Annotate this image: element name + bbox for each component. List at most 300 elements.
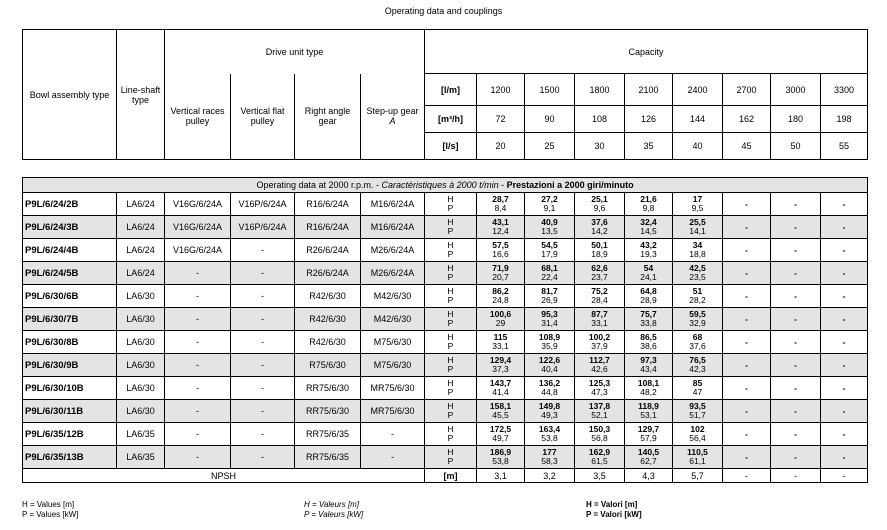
table-row [23,400,868,423]
head-value: - [842,198,846,209]
right-angle-gear: R75/6/30 [295,354,361,377]
lineshaft-type: LA6/30 [117,285,165,308]
legend-fr [304,500,363,520]
head-value: 93,5 [689,401,706,411]
capacity-cell [771,285,821,308]
ls-value: 25 [525,133,575,160]
capacity-cell [723,239,771,262]
right-angle-header: Right angle gear [295,74,361,160]
capacity-cell [477,193,525,216]
vertical-races: - [165,285,231,308]
power-value: 53,1 [640,410,657,420]
power-value: 31,4 [541,318,558,328]
head-value: - [794,451,797,462]
power-value: 47,3 [591,387,608,397]
power-value: 26,9 [541,295,558,305]
capacity-cell [477,377,525,400]
table-row [23,377,868,400]
head-value: 100,6 [489,309,512,319]
hp-label [425,400,477,423]
head-value: 95,3 [541,309,558,319]
lm-value: 1500 [525,74,575,106]
power-value: 9,5 [691,203,704,213]
npsh-value: 3,2 [525,469,575,483]
head-value: 75,2 [591,286,608,296]
table-row [23,331,868,354]
npsh-value: 5,7 [673,469,723,483]
head-value: - [842,221,846,232]
head-value: 21,6 [640,194,657,204]
head-value: 75,7 [640,309,657,319]
vertical-flat: - [231,400,295,423]
capacity-cell [525,308,575,331]
vertical-flat: - [231,308,295,331]
head-value: 51 [692,286,703,296]
head-value: - [842,428,846,439]
head-value: - [794,428,797,439]
power-value: 58,3 [541,456,558,466]
hp-label [425,239,477,262]
capacity-cell [771,239,821,262]
legend-h: H = Values [m] [22,500,75,509]
capacity-cell [723,193,771,216]
capacity-cell [723,377,771,400]
capacity-cell [821,216,868,239]
head-value: - [794,336,797,347]
bowl-type: P9L/6/35/13B [23,446,117,469]
vertical-flat: - [231,354,295,377]
power-value: 62,7 [640,456,657,466]
capacity-cell [723,262,771,285]
head-value: - [842,267,846,278]
vertical-races: V16G/6/24A [165,239,231,262]
capacity-cell [477,400,525,423]
power-value: 9,6 [593,203,606,213]
capacity-cell [625,400,673,423]
npsh-value: - [771,469,821,483]
capacity-cell [525,354,575,377]
lineshaft-type: LA6/30 [117,308,165,331]
power-value: 38,6 [640,341,657,351]
vertical-flat-header: Vertical flat pulley [231,74,295,160]
head-value: - [842,336,846,347]
head-value: 137,8 [588,401,611,411]
head-value: - [842,382,846,393]
vertical-races: - [165,331,231,354]
head-value: - [745,382,748,393]
capacity-cell [771,377,821,400]
head-value: 40,9 [541,217,558,227]
capacity-cell [477,446,525,469]
capacity-cell [625,285,673,308]
head-value: 68 [692,332,703,342]
bowl-type: P9L/6/24/5B [23,262,117,285]
power-value: 56,4 [689,433,706,443]
stepup-gear: M26/6/24A [361,239,425,262]
capacity-cell [821,377,868,400]
capacity-cell [771,216,821,239]
lineshaft-type: LA6/35 [117,446,165,469]
hp-label [425,423,477,446]
head-value: - [745,428,748,439]
capacity-cell [477,262,525,285]
bowl-type: P9L/6/30/8B [23,331,117,354]
head-value: 50,1 [591,240,608,250]
power-value: 12,4 [492,226,509,236]
hp-label [425,262,477,285]
head-value: 32,4 [640,217,657,227]
h-label: H [447,401,454,411]
capacity-cell [575,285,625,308]
power-value: 14,2 [591,226,608,236]
capacity-cell [821,423,868,446]
head-value: 110,5 [687,447,708,457]
p-label: P [447,249,454,259]
capacity-cell [575,354,625,377]
power-value: 18,8 [689,249,706,259]
capacity-cell [625,377,673,400]
head-value: 17 [692,194,703,204]
head-value: 57,5 [492,240,509,250]
head-value: - [842,405,846,416]
power-value: 16,6 [492,249,509,259]
lineshaft-type: LA6/30 [117,377,165,400]
h-label: H [447,355,454,365]
capacity-cell [477,285,525,308]
head-value: 115 [493,332,508,342]
head-value: - [842,359,846,370]
legend-h: H = Valori [m] [586,500,638,509]
stepup-gear: M75/6/30 [361,331,425,354]
table-row [23,308,868,331]
vertical-races: - [165,354,231,377]
capacity-cell [723,423,771,446]
power-value: 41,4 [492,387,509,397]
head-value: 140,5 [637,447,660,457]
head-value: 177 [542,447,557,457]
power-value: 49,7 [492,433,509,443]
vertical-races-header: Vertical races pulley [165,74,231,160]
vertical-flat: - [231,285,295,308]
head-value: - [745,359,748,370]
vertical-races: - [165,308,231,331]
power-value: 33,1 [591,318,608,328]
stepup-gear: M75/6/30 [361,354,425,377]
m3h-value: 126 [625,106,673,133]
capacity-cell [673,262,723,285]
page-title: Operating data and couplings [384,6,503,16]
bowl-type: P9L/6/30/9B [23,354,117,377]
capacity-cell [477,239,525,262]
capacity-cell [525,377,575,400]
table-row [23,216,868,239]
legend-it [586,500,642,520]
bowl-type: P9L/6/24/2B [23,193,117,216]
bowl-type: P9L/6/24/4B [23,239,117,262]
head-value: - [745,336,748,347]
head-value: 87,7 [591,309,608,319]
capacity-cell [625,262,673,285]
m3h-value: 108 [575,106,625,133]
head-value: 81,7 [541,286,558,296]
stepup-gear: MR75/6/30 [361,377,425,400]
h-label: H [447,217,454,227]
stepup-gear: M16/6/24A [361,193,425,216]
ls-value: 20 [477,133,525,160]
p-label: P [447,226,454,236]
power-value: 48,2 [640,387,657,397]
vertical-flat: - [231,377,295,400]
head-value: 172,5 [489,424,512,434]
lm-value: 1200 [477,74,525,106]
power-value: 37,9 [591,341,608,351]
head-value: - [842,290,846,301]
capacity-cell [525,262,575,285]
power-value: 32,9 [689,318,706,328]
head-value: 150,3 [588,424,611,434]
table-row [23,285,868,308]
capacity-cell [673,193,723,216]
head-value: 27,2 [541,194,558,204]
head-value: - [842,313,846,324]
power-value: 37,6 [689,341,706,351]
capacity-cell [477,331,525,354]
m3h-value: 144 [673,106,723,133]
lm-value: 2400 [673,74,723,106]
power-value: 14,1 [689,226,706,236]
power-value: 13,5 [541,226,558,236]
capacity-cell [525,193,575,216]
capacity-cell [625,354,673,377]
vertical-flat: - [231,262,295,285]
head-value: 42,5 [689,263,706,273]
table-caption: Operating data at 2000 r.p.m. - Caractéristiques à 2000 t/min - Prestazioni a 2000 giri/minuto [23,178,868,193]
capacity-cell [477,423,525,446]
lineshaft-header: Line-shaft type [117,30,165,160]
p-label: P [447,318,454,328]
capacity-cell [821,262,868,285]
head-value: 97,3 [640,355,657,365]
head-value: - [842,451,846,462]
right-angle-gear: R42/6/30 [295,308,361,331]
capacity-cell [673,423,723,446]
unit-lm: [l/m] [425,74,477,106]
power-value: 35,9 [541,341,558,351]
capacity-cell [771,446,821,469]
head-value: 136,2 [538,378,561,388]
p-label: P [447,387,454,397]
power-value: 56,8 [591,433,608,443]
header-table [22,29,868,160]
power-value: 22,4 [541,272,558,282]
right-angle-gear: R26/6/24A [295,262,361,285]
npsh-unit: [m] [425,469,477,483]
head-value: 129,7 [637,424,660,434]
power-value: 37,3 [492,364,509,374]
head-value: 37,6 [591,217,608,227]
power-value: 9,8 [642,203,655,213]
head-value: - [745,267,748,278]
capacity-cell [673,331,723,354]
vertical-races: - [165,423,231,446]
h-label: H [447,424,454,434]
ls-value: 40 [673,133,723,160]
head-value: 54,5 [541,240,558,250]
stepup-gear: M16/6/24A [361,216,425,239]
head-value: - [745,244,748,255]
npsh-value: 3,5 [575,469,625,483]
capacity-cell [723,446,771,469]
vertical-flat: - [231,331,295,354]
table-row [23,446,868,469]
lineshaft-type: LA6/30 [117,331,165,354]
power-value: 28,4 [591,295,608,305]
power-value: 29 [495,318,506,328]
capacity-header: Capacity [425,30,868,74]
p-label: P [447,272,454,282]
right-angle-gear: R42/6/30 [295,285,361,308]
capacity-cell [673,354,723,377]
head-value: - [794,359,797,370]
head-value: - [794,244,797,255]
vertical-races: V16G/6/24A [165,216,231,239]
power-value: 61,5 [591,456,608,466]
vertical-races: - [165,400,231,423]
drive-unit-header: Drive unit type [165,30,425,74]
legend-p: P = Valeurs [kW] [304,510,364,519]
capacity-cell [625,308,673,331]
bowl-type: P9L/6/30/7B [23,308,117,331]
capacity-cell [673,446,723,469]
vertical-flat: - [231,446,295,469]
right-angle-gear: RR75/6/35 [295,446,361,469]
capacity-cell [477,354,525,377]
legend-h: H = Valeurs [m] [304,500,360,509]
head-value: 108,9 [538,332,561,342]
hp-label [425,377,477,400]
capacity-cell [723,331,771,354]
head-value: 85 [692,378,703,388]
power-value: 44,8 [541,387,558,397]
power-value: 8,4 [494,203,507,213]
right-angle-gear: RR75/6/30 [295,377,361,400]
power-value: 23,7 [591,272,608,282]
h-label: H [447,240,454,250]
capacity-cell [575,331,625,354]
head-value: - [794,198,797,209]
capacity-cell [723,216,771,239]
power-value: 51,7 [689,410,706,420]
power-value: 52,1 [591,410,608,420]
capacity-cell [575,446,625,469]
power-value: 28,9 [640,295,657,305]
capacity-cell [575,262,625,285]
head-value: 59,5 [689,309,706,319]
unit-m3h: [m³/h] [425,106,477,133]
hp-label [425,331,477,354]
stepup-header: Step-up gear A [361,74,425,160]
h-label: H [447,447,454,457]
capacity-cell [525,331,575,354]
npsh-row [23,469,868,483]
ls-value: 45 [723,133,771,160]
power-value: 33,8 [640,318,657,328]
capacity-cell [821,239,868,262]
head-value: - [842,244,846,255]
head-value: 76,5 [689,355,706,365]
capacity-cell [821,446,868,469]
right-angle-gear: RR75/6/30 [295,400,361,423]
capacity-cell [525,423,575,446]
lm-value: 2100 [625,74,673,106]
head-value: 162,9 [588,447,611,457]
power-value: 9,1 [543,203,556,213]
head-value: 102 [690,424,705,434]
h-label: H [447,286,454,296]
capacity-cell [625,216,673,239]
head-value: 43,1 [492,217,509,227]
hp-label [425,216,477,239]
capacity-cell [771,308,821,331]
right-angle-gear: R26/6/24A [295,239,361,262]
head-value: - [794,221,797,232]
power-value: 49,3 [541,410,558,420]
ls-value: 35 [625,133,673,160]
head-value: 43,2 [640,240,657,250]
capacity-cell [821,308,868,331]
stepup-gear: M42/6/30 [361,308,425,331]
head-value: 122,6 [538,355,561,365]
head-value: 25,1 [591,194,608,204]
table-row [23,239,868,262]
head-value: 118,9 [638,401,659,411]
power-value: 24,1 [640,272,657,282]
capacity-cell [821,331,868,354]
power-value: 57,9 [640,433,657,443]
vertical-flat: - [231,423,295,446]
head-value: - [794,313,797,324]
capacity-cell [771,400,821,423]
p-label: P [447,295,454,305]
table-row [23,193,868,216]
capacity-cell [723,308,771,331]
capacity-cell [525,216,575,239]
p-label: P [447,433,454,443]
h-label: H [447,332,454,342]
head-value: 100,2 [588,332,611,342]
capacity-cell [525,400,575,423]
head-value: - [745,221,748,232]
legend-en [22,500,78,520]
head-value: 86,2 [492,286,509,296]
head-value: 28,7 [492,194,509,204]
lineshaft-type: LA6/30 [117,400,165,423]
head-value: 108,1 [637,378,660,388]
ls-value: 30 [575,133,625,160]
hp-label [425,193,477,216]
hp-label [425,285,477,308]
head-value: 25,5 [689,217,706,227]
capacity-cell [673,216,723,239]
power-value: 42,6 [591,364,608,374]
table-row [23,354,868,377]
capacity-cell [821,400,868,423]
head-value: - [794,382,797,393]
vertical-races: - [165,446,231,469]
power-value: 53,8 [541,433,558,443]
vertical-flat: V16P/6/24A [231,193,295,216]
m3h-value: 162 [723,106,771,133]
